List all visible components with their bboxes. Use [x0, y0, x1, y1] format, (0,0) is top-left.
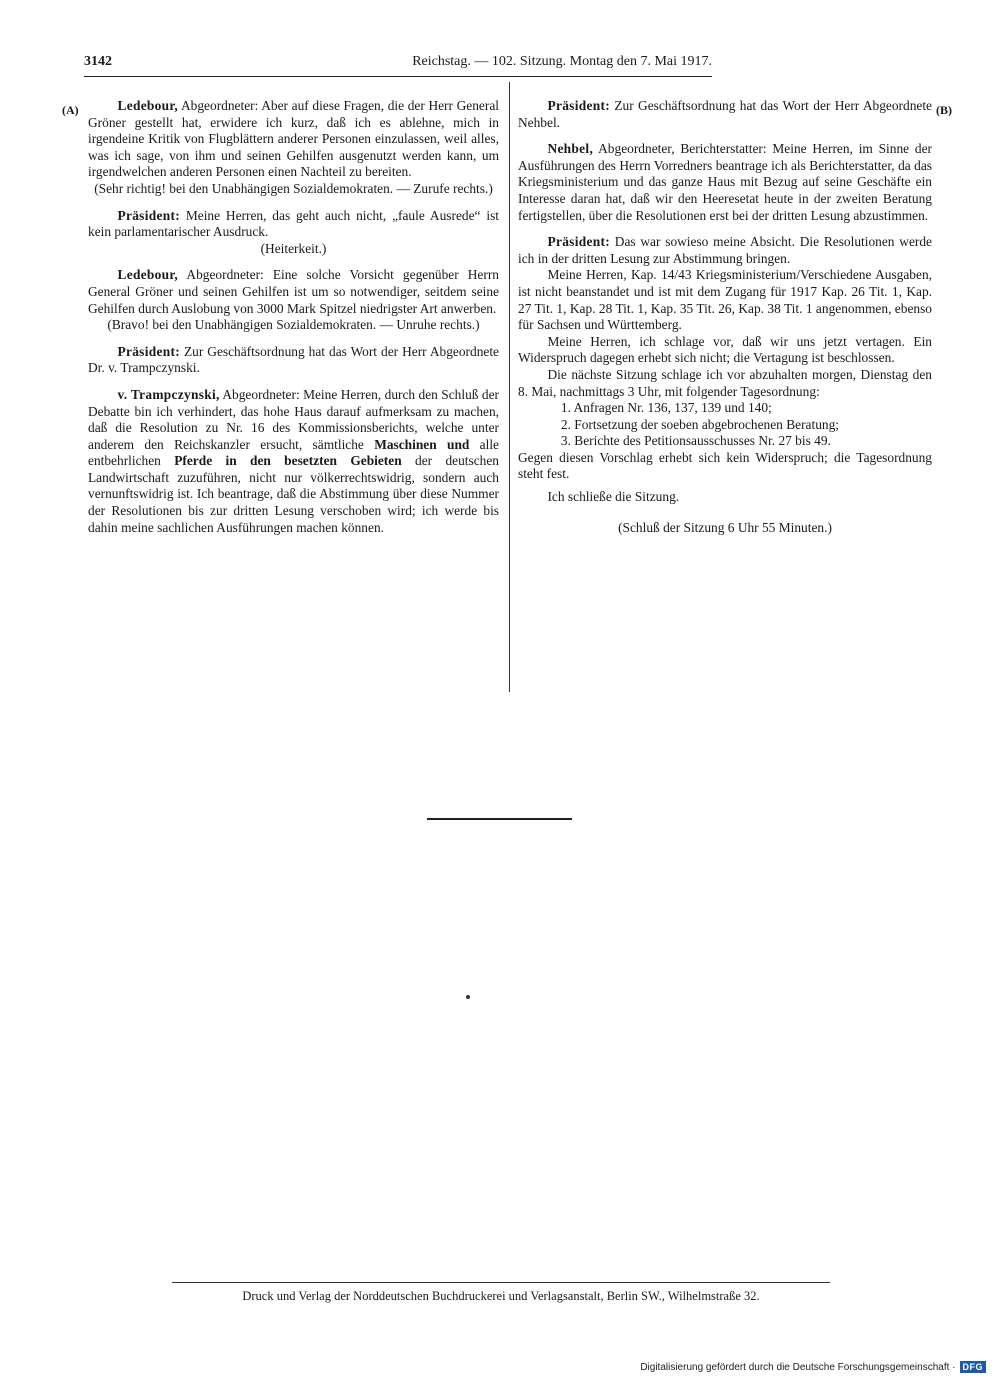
paragraph: Die nächste Sitzung schlage ich vor abzuhalten morgen, Dienstag den 8. Mai, nachmittags 3 Uhr, mit folgender Tagesordnung: [518, 366, 932, 399]
closing-remark: (Schluß der Sitzung 6 Uhr 55 Minuten.) [618, 519, 832, 535]
paragraph [88, 267, 499, 317]
paragraph [88, 98, 499, 181]
speech-praesident-3 [518, 98, 932, 131]
paragraph [88, 208, 499, 241]
emphasis: Maschinen und [374, 436, 470, 452]
paragraph [518, 234, 932, 267]
speaker-name: Nehbel, [547, 141, 594, 157]
speech-text: Das war sowieso meine Absicht. Die Resolutionen werde ich in der dritten Lesung zur Abstimmung bringen. [518, 234, 932, 266]
remark: (Sehr richtig! bei den Unabhängigen Sozialdemokraten. — Zurufe rechts.) [94, 180, 493, 196]
dfg-logo-icon: DFG [960, 1361, 987, 1373]
speech-text: Abgeordneter: Meine Herren, durch den Schluß der Debatte bin ich verhindert, das hohe Haus darauf aufmerksam zu machen, daß die Resolution zu Nr. 16 des Kommissionsberichts, welche unter anderem den Reichskanzler ersucht, sämtliche [88, 386, 499, 452]
speech-ledebour-2 [88, 267, 499, 333]
speech-text: Meine Herren, das geht auch nicht, „faule Ausrede“ ist kein parlamentarischer Ausdruck. [88, 207, 499, 240]
remark: (Heiterkeit.) [260, 240, 327, 256]
credit-text: Digitalisierung gefördert durch die Deutsche Forschungsgemeinschaft · [640, 1361, 956, 1373]
speech-text: Abgeordneter, Berichterstatter: Meine Herren, im Sinne der Ausführungen des Herrn Vorredners beantrage ich als Berichterstatter, da das Kriegsministerium und das ganze Haus mit Bezug auf seine Geschäfte ein Interesse daran hat, daß wir den Heeresetat heute in der zweiten Beratung fertigstellen, über die Resolutionen erst bei der dritten Lesung abzustimmen. [518, 141, 932, 223]
running-header [84, 54, 712, 77]
section-end-rule [427, 818, 572, 820]
page-number: 3142 [84, 54, 112, 69]
paragraph [88, 387, 499, 536]
digitization-credit [640, 1361, 986, 1373]
paragraph: Gegen diesen Vorschlag erhebt sich kein Widerspruch; die Tagesordnung steht fest. [518, 449, 932, 482]
speaker-name: Präsident: [117, 207, 180, 223]
speech-text: der deutschen Landwirtschaft zuzuführen, nicht nur völkerrechtswidrig, sondern auch vernunftswidrig ist. Ich beantrage, daß die Abstimmung über diese Nummer der Resolutionen bis zur dritten Lesung verschoben wird; ich werde bis dahin meine sachlichen Ausführungen machen können. [88, 453, 499, 535]
paragraph [518, 98, 932, 131]
speech-praesident-1 [88, 208, 499, 258]
speech-praesident-2 [88, 344, 499, 377]
footer-rule [172, 1282, 830, 1283]
speech-text: Abgeordneter: Eine solche Vorsicht gegenüber Herrn General Gröner und seinen Gehilfen ist um so notwendiger, seitdem seine Gehilfen durch Auslobung von 3000 Mark Spitzel niedrigster Art anwerben. [88, 267, 499, 316]
speaker-name: Präsident: [117, 343, 180, 359]
speaker-name: Präsident: [547, 234, 610, 250]
emphasis: Pferde in den besetzten Gebieten [174, 453, 402, 469]
speck [466, 995, 470, 999]
paragraph [518, 141, 932, 224]
margin-mark-b: (B) [936, 103, 952, 117]
speech-text: Zur Geschäftsordnung hat das Wort der Herr Abgeordnete Nehbel. [518, 98, 932, 130]
agenda-item: 2. Fortsetzung der soeben abgebrochenen Beratung; [560, 416, 840, 432]
paragraph: Ich schließe die Sitzung. [547, 489, 680, 505]
imprint: Druck und Verlag der Norddeutschen Buchdruckerei und Verlagsanstalt, Berlin SW., Wilhelmstraße 32. [242, 1289, 760, 1303]
speaker-name: v. Trampczynski, [117, 386, 220, 402]
speech-praesident-4 [518, 234, 932, 536]
speaker-name: Ledebour, [117, 267, 179, 283]
speaker-name: Präsident: [547, 98, 610, 113]
speech-ledebour-1 [88, 98, 499, 198]
agenda-item: 3. Berichte des Petitionsausschusses Nr. 27 bis 49. [560, 433, 831, 449]
remark: (Bravo! bei den Unabhängigen Sozialdemokraten. — Unruhe rechts.) [107, 317, 480, 333]
speech-nehbel [518, 141, 932, 224]
agenda-item: 1. Anfragen Nr. 136, 137, 139 und 140; [560, 400, 772, 416]
speech-text: alle entbehrlichen [88, 436, 499, 469]
speech-text: Abgeordneter: Aber auf diese Fragen, die der Herr General Gröner gestellt hat, erwidere ich kurz, daß ich es ablehne, mich in irgendeine Kritik von Flugblättern anderer Personen einzulassen, weil alles, was ich sage, von ihm und seinen Gehilfen ausgenutzt werden kann, um irgendwelchen anderen Personen einen Nachteil zu bereiten. [88, 98, 499, 180]
paragraph: Meine Herren, Kap. 14/43 Kriegsministerium/Verschiedene Ausgaben, ist nicht beanstandet und ist mit dem Zugang für 1917 Kap. 26 Tit. 1, Kap. 27 Tit. 1, Kap. 28 Tit. 1, Kap. 35 Tit. 26, Kap. 38 Tit. 1 angenommen, ebenso für Sachsen und Württemberg. [518, 267, 932, 333]
running-title: Reichstag. — 102. Sitzung. Montag den 7. Mai 1917. [412, 54, 712, 69]
column-divider [509, 82, 510, 692]
speech-text: Zur Geschäftsordnung hat das Wort der Herr Abgeordnete Dr. v. Trampczynski. [88, 343, 499, 376]
speech-trampczynski [88, 387, 499, 536]
speaker-name: Ledebour, [117, 98, 179, 113]
left-column [88, 98, 499, 546]
paragraph: Meine Herren, ich schlage vor, daß wir uns jetzt vertagen. Ein Widerspruch dagegen erhebt sich nicht; die Vertagung ist beschlossen. [518, 333, 932, 366]
paragraph [88, 344, 499, 377]
margin-mark-a: (A) [62, 103, 79, 117]
right-column [518, 98, 932, 536]
